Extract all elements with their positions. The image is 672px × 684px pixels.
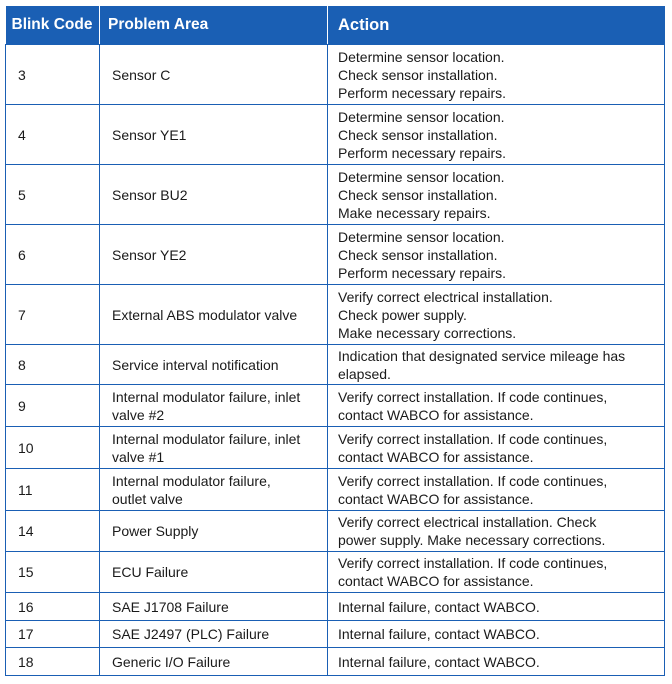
blink-code-cell: 3 (6, 45, 100, 105)
problem-area-cell (100, 105, 328, 165)
table-row (6, 552, 665, 593)
blink-code-cell: 17 (6, 621, 100, 648)
action-line: Check sensor installation. (338, 246, 498, 263)
table-row (6, 593, 665, 621)
action-line: Verify correct installation. If code continues, (338, 555, 608, 571)
action-line: Check power supply. (338, 306, 467, 323)
action-line: Internal failure, contact WABCO. (338, 598, 540, 615)
problem-area-line: Sensor YE1 (112, 126, 187, 143)
blink-code-cell: 18 (6, 648, 100, 676)
problem-area-cell (100, 621, 328, 648)
action-cell (328, 621, 665, 648)
table-body (6, 45, 665, 676)
problem-area-line: Sensor BU2 (112, 186, 188, 203)
action-cell (328, 469, 665, 511)
header-blink-code: Blink Code (6, 6, 100, 45)
problem-area-cell (100, 45, 328, 105)
problem-area-line: SAE J1708 Failure (112, 598, 229, 615)
blink-code-cell: 14 (6, 511, 100, 552)
header-problem-area: Problem Area (100, 6, 328, 45)
blink-code-cell: 11 (6, 469, 100, 511)
action-line: power supply. Make necessary corrections. (338, 532, 606, 548)
action-cell (328, 225, 665, 285)
blink-code-cell: 15 (6, 552, 100, 593)
action-line: Determine sensor location. (338, 48, 505, 65)
blink-code-cell: 16 (6, 593, 100, 621)
table-row (6, 648, 665, 676)
problem-area-line: Internal modulator failure, (112, 472, 271, 489)
table-row (6, 511, 665, 552)
action-cell (328, 648, 665, 676)
blink-code-cell: 5 (6, 165, 100, 225)
header-row (6, 6, 665, 45)
action-line: contact WABCO for assistance. (338, 573, 534, 589)
problem-area-line: External ABS modulator valve (112, 306, 298, 323)
problem-area-cell (100, 552, 328, 593)
table-row (6, 45, 665, 105)
problem-area-line: Power Supply (112, 523, 199, 539)
blink-code-cell: 8 (6, 345, 100, 385)
problem-area-cell (100, 469, 328, 511)
problem-area-line: Sensor YE2 (112, 246, 187, 263)
problem-area-cell (100, 385, 328, 427)
table-row (6, 345, 665, 385)
header-action: Action (328, 6, 665, 45)
problem-area-cell (100, 593, 328, 621)
problem-area-line: outlet valve (112, 490, 183, 507)
problem-area-line: Service interval notification (112, 356, 279, 373)
action-cell (328, 45, 665, 105)
action-line: Perform necessary repairs. (338, 264, 507, 281)
blink-code-cell: 7 (6, 285, 100, 345)
action-line: contact WABCO for assistance. (338, 448, 534, 465)
problem-area-cell (100, 427, 328, 469)
table-row (6, 105, 665, 165)
problem-area-line: ECU Failure (112, 564, 189, 580)
action-line: Check sensor installation. (338, 126, 498, 143)
action-line: Perform necessary repairs. (338, 84, 507, 101)
blink-code-cell: 6 (6, 225, 100, 285)
problem-area-line: Internal modulator failure, inlet (112, 430, 301, 447)
blink-code-cell: 9 (6, 385, 100, 427)
problem-area-cell (100, 165, 328, 225)
problem-area-line: Sensor C (112, 66, 171, 83)
action-line: Verify correct installation. If code continues, (338, 472, 608, 489)
action-line: Verify correct electrical installation. Check (338, 514, 597, 530)
problem-area-cell (100, 285, 328, 345)
action-cell (328, 105, 665, 165)
table-row (6, 165, 665, 225)
blink-code-table-container (5, 6, 664, 676)
action-line: Internal failure, contact WABCO. (338, 626, 540, 642)
action-cell (328, 285, 665, 345)
action-line: Determine sensor location. (338, 108, 505, 125)
action-cell (328, 593, 665, 621)
problem-area-line: valve #2 (112, 406, 165, 423)
action-cell (328, 385, 665, 427)
table-row (6, 469, 665, 511)
table-row (6, 427, 665, 469)
action-cell (328, 552, 665, 593)
action-line: Check sensor installation. (338, 66, 498, 83)
problem-area-line: Generic I/O Failure (112, 653, 231, 670)
table-row (6, 285, 665, 345)
action-line: Indication that designated service mileage has (338, 347, 626, 364)
action-cell (328, 165, 665, 225)
action-cell (328, 345, 665, 385)
action-line: Make necessary corrections. (338, 324, 517, 341)
blink-code-cell: 10 (6, 427, 100, 469)
table-row (6, 225, 665, 285)
action-line: Verify correct installation. If code continues, (338, 430, 608, 447)
blink-code-table (5, 6, 665, 676)
action-cell (328, 427, 665, 469)
action-line: Make necessary repairs. (338, 204, 491, 221)
action-line: Perform necessary repairs. (338, 144, 507, 161)
action-line: contact WABCO for assistance. (338, 490, 534, 507)
action-line: Determine sensor location. (338, 228, 505, 245)
action-cell (328, 511, 665, 552)
problem-area-line: valve #1 (112, 448, 165, 465)
table-row (6, 385, 665, 427)
problem-area-line: SAE J2497 (PLC) Failure (112, 626, 270, 642)
problem-area-line: Internal modulator failure, inlet (112, 388, 301, 405)
problem-area-cell (100, 225, 328, 285)
action-line: Verify correct installation. If code continues, (338, 388, 608, 405)
action-line: Internal failure, contact WABCO. (338, 653, 540, 670)
problem-area-cell (100, 648, 328, 676)
table-row (6, 621, 665, 648)
action-line: contact WABCO for assistance. (338, 406, 534, 423)
action-line: Check sensor installation. (338, 186, 498, 203)
problem-area-cell (100, 345, 328, 385)
table-header (6, 6, 665, 45)
action-line: elapsed. (338, 365, 391, 382)
action-line: Verify correct electrical installation. (338, 288, 553, 305)
problem-area-cell (100, 511, 328, 552)
action-line: Determine sensor location. (338, 168, 505, 185)
blink-code-cell: 4 (6, 105, 100, 165)
